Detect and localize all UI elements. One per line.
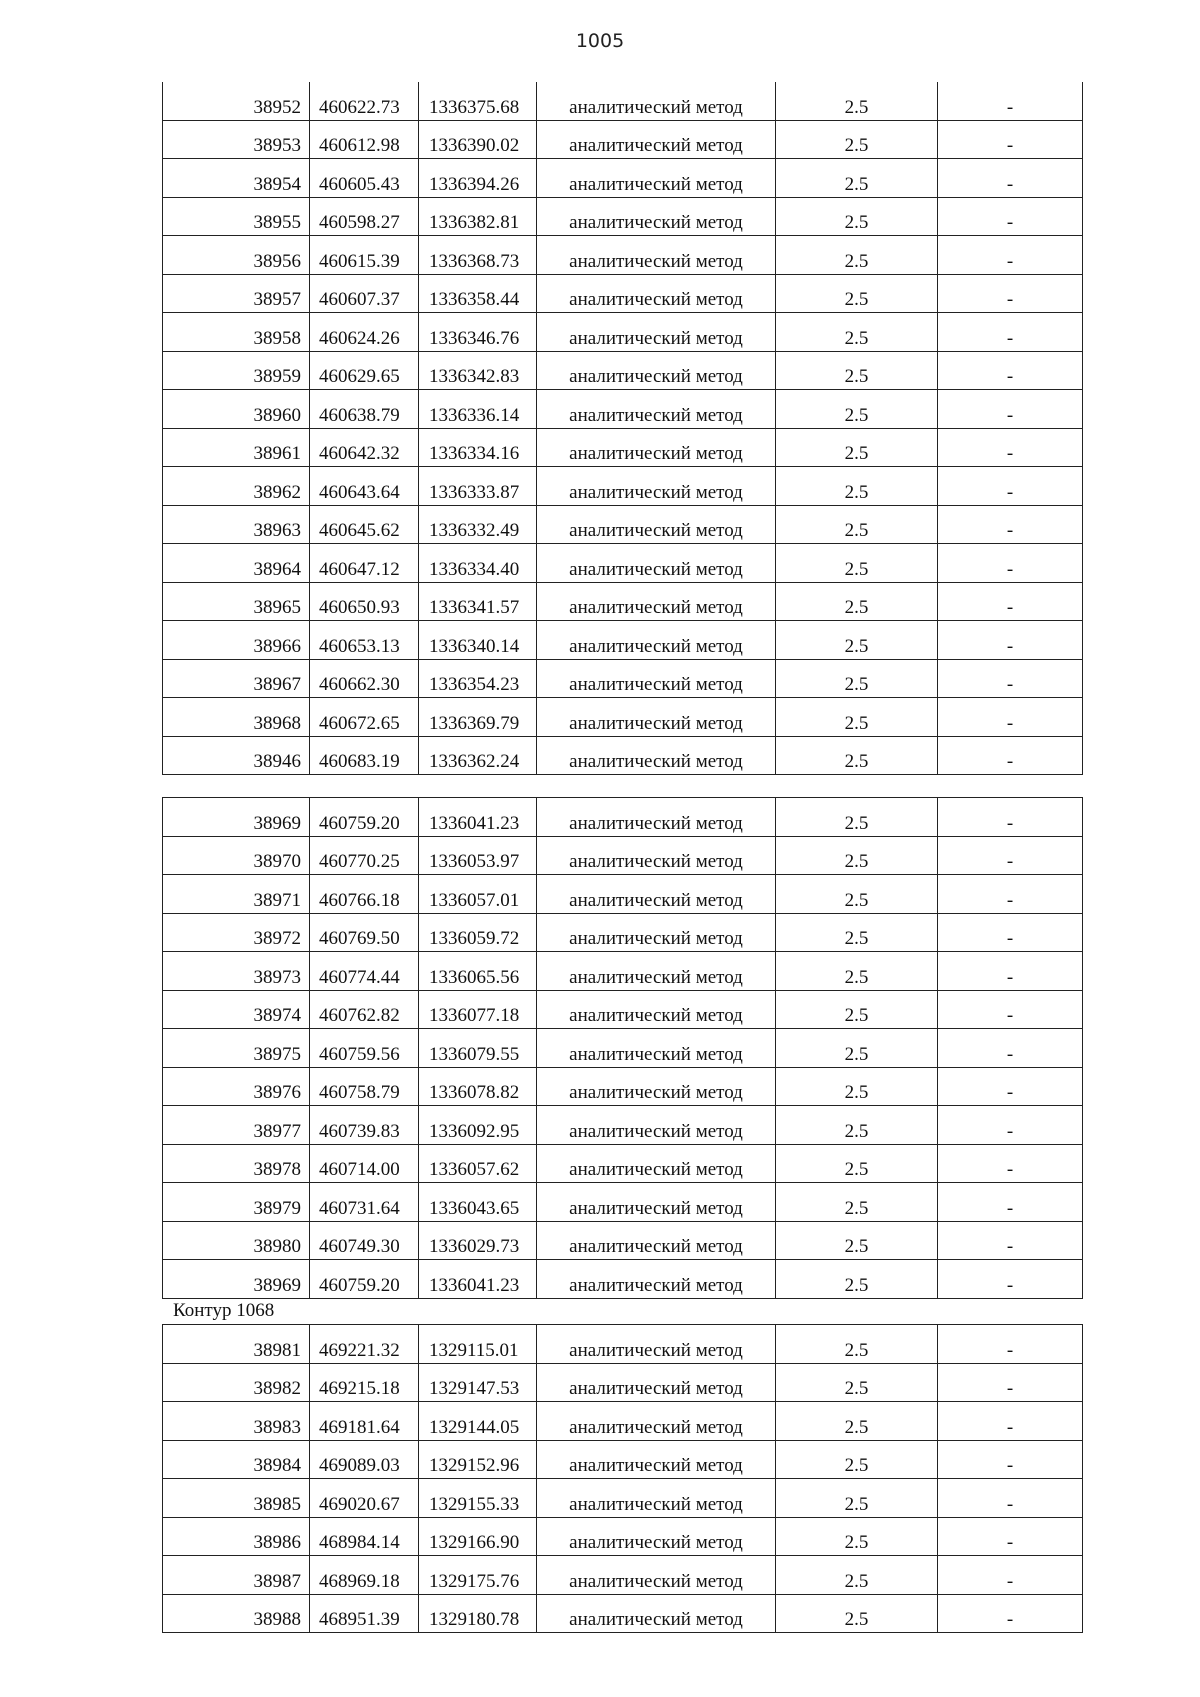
y-coordinate-cell: 1336346.76 <box>419 313 537 352</box>
method-cell: аналитический метод <box>537 1440 776 1479</box>
y-coordinate-cell: 1336041.23 <box>419 798 537 837</box>
table-row <box>163 952 1083 991</box>
table-row <box>163 1479 1083 1518</box>
method-cell: аналитический метод <box>537 1325 776 1364</box>
y-coordinate-cell: 1336059.72 <box>419 913 537 952</box>
method-cell: аналитический метод <box>537 1067 776 1106</box>
accuracy-cell: 2.5 <box>776 659 938 698</box>
x-coordinate-cell: 460607.37 <box>310 274 419 313</box>
x-coordinate-cell: 460642.32 <box>310 428 419 467</box>
point-number-cell: 38981 <box>163 1325 310 1364</box>
x-coordinate-cell: 460643.64 <box>310 467 419 506</box>
method-cell: аналитический метод <box>537 82 776 120</box>
table-row <box>163 505 1083 544</box>
point-number-cell: 38956 <box>163 236 310 275</box>
note-cell: - <box>938 990 1083 1029</box>
point-number-cell: 38967 <box>163 659 310 698</box>
point-number-cell: 38957 <box>163 274 310 313</box>
point-number-cell: 38963 <box>163 505 310 544</box>
point-number-cell: 38986 <box>163 1517 310 1556</box>
accuracy-cell: 2.5 <box>776 1221 938 1260</box>
accuracy-cell: 2.5 <box>776 582 938 621</box>
accuracy-cell: 2.5 <box>776 952 938 991</box>
table-row <box>163 875 1083 914</box>
point-number-cell: 38974 <box>163 990 310 1029</box>
x-coordinate-cell: 460731.64 <box>310 1183 419 1222</box>
point-number-cell: 38965 <box>163 582 310 621</box>
x-coordinate-cell: 460769.50 <box>310 913 419 952</box>
point-number-cell: 38978 <box>163 1144 310 1183</box>
x-coordinate-cell: 468984.14 <box>310 1517 419 1556</box>
table-row <box>163 1221 1083 1260</box>
y-coordinate-cell: 1336029.73 <box>419 1221 537 1260</box>
note-cell: - <box>938 582 1083 621</box>
note-cell: - <box>938 1594 1083 1633</box>
x-coordinate-cell: 460647.12 <box>310 544 419 583</box>
point-number-cell: 38973 <box>163 952 310 991</box>
table-row <box>163 990 1083 1029</box>
accuracy-cell: 2.5 <box>776 1183 938 1222</box>
point-number-cell: 38977 <box>163 1106 310 1145</box>
method-cell: аналитический метод <box>537 1260 776 1299</box>
x-coordinate-cell: 460662.30 <box>310 659 419 698</box>
y-coordinate-cell: 1336341.57 <box>419 582 537 621</box>
table-row <box>163 1106 1083 1145</box>
y-coordinate-cell: 1329115.01 <box>419 1325 537 1364</box>
y-coordinate-cell: 1336358.44 <box>419 274 537 313</box>
table-row <box>163 82 1083 120</box>
table-row <box>163 1517 1083 1556</box>
x-coordinate-cell: 460759.56 <box>310 1029 419 1068</box>
coordinates-table-2 <box>162 797 1083 1299</box>
note-cell: - <box>938 1325 1083 1364</box>
y-coordinate-cell: 1329155.33 <box>419 1479 537 1518</box>
table-row <box>163 274 1083 313</box>
note-cell: - <box>938 1029 1083 1068</box>
note-cell: - <box>938 120 1083 159</box>
note-cell: - <box>938 467 1083 506</box>
accuracy-cell: 2.5 <box>776 428 938 467</box>
method-cell: аналитический метод <box>537 390 776 429</box>
y-coordinate-cell: 1329147.53 <box>419 1363 537 1402</box>
accuracy-cell: 2.5 <box>776 236 938 275</box>
point-number-cell: 38961 <box>163 428 310 467</box>
x-coordinate-cell: 468951.39 <box>310 1594 419 1633</box>
y-coordinate-cell: 1329180.78 <box>419 1594 537 1633</box>
note-cell: - <box>938 544 1083 583</box>
y-coordinate-cell: 1329175.76 <box>419 1556 537 1595</box>
method-cell: аналитический метод <box>537 351 776 390</box>
accuracy-cell: 2.5 <box>776 274 938 313</box>
note-cell: - <box>938 1517 1083 1556</box>
table-row <box>163 836 1083 875</box>
accuracy-cell: 2.5 <box>776 505 938 544</box>
table-row <box>163 1556 1083 1595</box>
accuracy-cell: 2.5 <box>776 467 938 506</box>
accuracy-cell: 2.5 <box>776 1402 938 1441</box>
accuracy-cell: 2.5 <box>776 875 938 914</box>
method-cell: аналитический метод <box>537 1221 776 1260</box>
x-coordinate-cell: 468969.18 <box>310 1556 419 1595</box>
y-coordinate-cell: 1336333.87 <box>419 467 537 506</box>
y-coordinate-cell: 1336332.49 <box>419 505 537 544</box>
table-row <box>163 1402 1083 1441</box>
accuracy-cell: 2.5 <box>776 1479 938 1518</box>
point-number-cell: 38972 <box>163 913 310 952</box>
y-coordinate-cell: 1336354.23 <box>419 659 537 698</box>
accuracy-cell: 2.5 <box>776 1556 938 1595</box>
accuracy-cell: 2.5 <box>776 1067 938 1106</box>
point-number-cell: 38982 <box>163 1363 310 1402</box>
accuracy-cell: 2.5 <box>776 197 938 236</box>
table-row <box>163 351 1083 390</box>
y-coordinate-cell: 1336078.82 <box>419 1067 537 1106</box>
note-cell: - <box>938 1221 1083 1260</box>
accuracy-cell: 2.5 <box>776 1260 938 1299</box>
y-coordinate-cell: 1336342.83 <box>419 351 537 390</box>
accuracy-cell: 2.5 <box>776 621 938 660</box>
note-cell: - <box>938 736 1083 775</box>
point-number-cell: 38969 <box>163 1260 310 1299</box>
point-number-cell: 38959 <box>163 351 310 390</box>
point-number-cell: 38953 <box>163 120 310 159</box>
method-cell: аналитический метод <box>537 428 776 467</box>
table-row <box>163 467 1083 506</box>
method-cell: аналитический метод <box>537 836 776 875</box>
note-cell: - <box>938 913 1083 952</box>
point-number-cell: 38987 <box>163 1556 310 1595</box>
x-coordinate-cell: 460624.26 <box>310 313 419 352</box>
method-cell: аналитический метод <box>537 875 776 914</box>
table-row <box>163 698 1083 737</box>
method-cell: аналитический метод <box>537 467 776 506</box>
y-coordinate-cell: 1336382.81 <box>419 197 537 236</box>
note-cell: - <box>938 1363 1083 1402</box>
accuracy-cell: 2.5 <box>776 1144 938 1183</box>
method-cell: аналитический метод <box>537 1029 776 1068</box>
method-cell: аналитический метод <box>537 659 776 698</box>
y-coordinate-cell: 1329144.05 <box>419 1402 537 1441</box>
accuracy-cell: 2.5 <box>776 836 938 875</box>
note-cell: - <box>938 505 1083 544</box>
table-row <box>163 428 1083 467</box>
point-number-cell: 38988 <box>163 1594 310 1633</box>
y-coordinate-cell: 1336043.65 <box>419 1183 537 1222</box>
contour-label: Контур 1068 <box>173 1300 275 1321</box>
point-number-cell: 38979 <box>163 1183 310 1222</box>
note-cell: - <box>938 1106 1083 1145</box>
method-cell: аналитический метод <box>537 1183 776 1222</box>
accuracy-cell: 2.5 <box>776 913 938 952</box>
note-cell: - <box>938 159 1083 198</box>
note-cell: - <box>938 875 1083 914</box>
note-cell: - <box>938 698 1083 737</box>
accuracy-cell: 2.5 <box>776 990 938 1029</box>
y-coordinate-cell: 1336057.01 <box>419 875 537 914</box>
x-coordinate-cell: 469181.64 <box>310 1402 419 1441</box>
y-coordinate-cell: 1336369.79 <box>419 698 537 737</box>
point-number-cell: 38969 <box>163 798 310 837</box>
x-coordinate-cell: 460629.65 <box>310 351 419 390</box>
table-row <box>163 798 1083 837</box>
method-cell: аналитический метод <box>537 1363 776 1402</box>
y-coordinate-cell: 1336390.02 <box>419 120 537 159</box>
method-cell: аналитический метод <box>537 274 776 313</box>
y-coordinate-cell: 1336334.40 <box>419 544 537 583</box>
table-row <box>163 1325 1083 1364</box>
y-coordinate-cell: 1336065.56 <box>419 952 537 991</box>
note-cell: - <box>938 1556 1083 1595</box>
note-cell: - <box>938 351 1083 390</box>
x-coordinate-cell: 469221.32 <box>310 1325 419 1364</box>
accuracy-cell: 2.5 <box>776 1325 938 1364</box>
note-cell: - <box>938 1440 1083 1479</box>
x-coordinate-cell: 460645.62 <box>310 505 419 544</box>
x-coordinate-cell: 469020.67 <box>310 1479 419 1518</box>
accuracy-cell: 2.5 <box>776 159 938 198</box>
method-cell: аналитический метод <box>537 582 776 621</box>
method-cell: аналитический метод <box>537 505 776 544</box>
note-cell: - <box>938 1183 1083 1222</box>
x-coordinate-cell: 460650.93 <box>310 582 419 621</box>
x-coordinate-cell: 460759.20 <box>310 798 419 837</box>
accuracy-cell: 2.5 <box>776 390 938 429</box>
y-coordinate-cell: 1336079.55 <box>419 1029 537 1068</box>
note-cell: - <box>938 1067 1083 1106</box>
accuracy-cell: 2.5 <box>776 120 938 159</box>
x-coordinate-cell: 460653.13 <box>310 621 419 660</box>
accuracy-cell: 2.5 <box>776 798 938 837</box>
method-cell: аналитический метод <box>537 1479 776 1518</box>
coordinates-table-1 <box>162 82 1083 775</box>
page-number: 1005 <box>575 30 625 52</box>
note-cell: - <box>938 798 1083 837</box>
x-coordinate-cell: 460749.30 <box>310 1221 419 1260</box>
x-coordinate-cell: 460598.27 <box>310 197 419 236</box>
table-row <box>163 1183 1083 1222</box>
table-row <box>163 1440 1083 1479</box>
table-row <box>163 582 1083 621</box>
y-coordinate-cell: 1329166.90 <box>419 1517 537 1556</box>
x-coordinate-cell: 460766.18 <box>310 875 419 914</box>
x-coordinate-cell: 460683.19 <box>310 736 419 775</box>
coordinates-table-3 <box>162 1324 1083 1633</box>
method-cell: аналитический метод <box>537 120 776 159</box>
x-coordinate-cell: 469215.18 <box>310 1363 419 1402</box>
point-number-cell: 38971 <box>163 875 310 914</box>
note-cell: - <box>938 274 1083 313</box>
table-row <box>163 390 1083 429</box>
y-coordinate-cell: 1336368.73 <box>419 236 537 275</box>
y-coordinate-cell: 1336077.18 <box>419 990 537 1029</box>
table-row <box>163 621 1083 660</box>
accuracy-cell: 2.5 <box>776 82 938 120</box>
point-number-cell: 38984 <box>163 1440 310 1479</box>
accuracy-cell: 2.5 <box>776 1029 938 1068</box>
point-number-cell: 38962 <box>163 467 310 506</box>
method-cell: аналитический метод <box>537 621 776 660</box>
note-cell: - <box>938 428 1083 467</box>
method-cell: аналитический метод <box>537 913 776 952</box>
method-cell: аналитический метод <box>537 990 776 1029</box>
method-cell: аналитический метод <box>537 736 776 775</box>
y-coordinate-cell: 1336340.14 <box>419 621 537 660</box>
x-coordinate-cell: 460770.25 <box>310 836 419 875</box>
note-cell: - <box>938 390 1083 429</box>
note-cell: - <box>938 659 1083 698</box>
method-cell: аналитический метод <box>537 544 776 583</box>
y-coordinate-cell: 1336334.16 <box>419 428 537 467</box>
note-cell: - <box>938 836 1083 875</box>
note-cell: - <box>938 236 1083 275</box>
table-row <box>163 659 1083 698</box>
method-cell: аналитический метод <box>537 1556 776 1595</box>
note-cell: - <box>938 1144 1083 1183</box>
x-coordinate-cell: 460759.20 <box>310 1260 419 1299</box>
point-number-cell: 38954 <box>163 159 310 198</box>
method-cell: аналитический метод <box>537 313 776 352</box>
table-row <box>163 1594 1083 1633</box>
note-cell: - <box>938 313 1083 352</box>
y-coordinate-cell: 1336092.95 <box>419 1106 537 1145</box>
table-row <box>163 313 1083 352</box>
x-coordinate-cell: 460762.82 <box>310 990 419 1029</box>
x-coordinate-cell: 460612.98 <box>310 120 419 159</box>
table-row <box>163 913 1083 952</box>
point-number-cell: 38960 <box>163 390 310 429</box>
table-row <box>163 1363 1083 1402</box>
table-row <box>163 736 1083 775</box>
point-number-cell: 38980 <box>163 1221 310 1260</box>
x-coordinate-cell: 460672.65 <box>310 698 419 737</box>
point-number-cell: 38968 <box>163 698 310 737</box>
y-coordinate-cell: 1336362.24 <box>419 736 537 775</box>
accuracy-cell: 2.5 <box>776 698 938 737</box>
x-coordinate-cell: 460714.00 <box>310 1144 419 1183</box>
accuracy-cell: 2.5 <box>776 1440 938 1479</box>
method-cell: аналитический метод <box>537 1144 776 1183</box>
x-coordinate-cell: 460622.73 <box>310 82 419 120</box>
note-cell: - <box>938 197 1083 236</box>
y-coordinate-cell: 1336394.26 <box>419 159 537 198</box>
point-number-cell: 38964 <box>163 544 310 583</box>
table-row <box>163 1260 1083 1299</box>
x-coordinate-cell: 460638.79 <box>310 390 419 429</box>
x-coordinate-cell: 460739.83 <box>310 1106 419 1145</box>
method-cell: аналитический метод <box>537 1594 776 1633</box>
point-number-cell: 38970 <box>163 836 310 875</box>
y-coordinate-cell: 1336041.23 <box>419 1260 537 1299</box>
y-coordinate-cell: 1336057.62 <box>419 1144 537 1183</box>
accuracy-cell: 2.5 <box>776 1517 938 1556</box>
table-row <box>163 1067 1083 1106</box>
point-number-cell: 38966 <box>163 621 310 660</box>
accuracy-cell: 2.5 <box>776 736 938 775</box>
table-row <box>163 236 1083 275</box>
table-row <box>163 159 1083 198</box>
method-cell: аналитический метод <box>537 159 776 198</box>
point-number-cell: 38983 <box>163 1402 310 1441</box>
accuracy-cell: 2.5 <box>776 351 938 390</box>
y-coordinate-cell: 1336336.14 <box>419 390 537 429</box>
method-cell: аналитический метод <box>537 236 776 275</box>
method-cell: аналитический метод <box>537 1517 776 1556</box>
accuracy-cell: 2.5 <box>776 313 938 352</box>
y-coordinate-cell: 1329152.96 <box>419 1440 537 1479</box>
table-row <box>163 1144 1083 1183</box>
x-coordinate-cell: 460605.43 <box>310 159 419 198</box>
table-row <box>163 544 1083 583</box>
point-number-cell: 38976 <box>163 1067 310 1106</box>
point-number-cell: 38952 <box>163 82 310 120</box>
point-number-cell: 38985 <box>163 1479 310 1518</box>
x-coordinate-cell: 460758.79 <box>310 1067 419 1106</box>
x-coordinate-cell: 469089.03 <box>310 1440 419 1479</box>
table-row <box>163 120 1083 159</box>
table-row <box>163 1029 1083 1068</box>
note-cell: - <box>938 82 1083 120</box>
accuracy-cell: 2.5 <box>776 544 938 583</box>
accuracy-cell: 2.5 <box>776 1594 938 1633</box>
y-coordinate-cell: 1336053.97 <box>419 836 537 875</box>
point-number-cell: 38975 <box>163 1029 310 1068</box>
accuracy-cell: 2.5 <box>776 1106 938 1145</box>
x-coordinate-cell: 460615.39 <box>310 236 419 275</box>
method-cell: аналитический метод <box>537 197 776 236</box>
note-cell: - <box>938 1260 1083 1299</box>
point-number-cell: 38946 <box>163 736 310 775</box>
note-cell: - <box>938 621 1083 660</box>
method-cell: аналитический метод <box>537 698 776 737</box>
point-number-cell: 38958 <box>163 313 310 352</box>
x-coordinate-cell: 460774.44 <box>310 952 419 991</box>
y-coordinate-cell: 1336375.68 <box>419 82 537 120</box>
table-row <box>163 197 1083 236</box>
method-cell: аналитический метод <box>537 1402 776 1441</box>
note-cell: - <box>938 952 1083 991</box>
point-number-cell: 38955 <box>163 197 310 236</box>
accuracy-cell: 2.5 <box>776 1363 938 1402</box>
method-cell: аналитический метод <box>537 1106 776 1145</box>
method-cell: аналитический метод <box>537 798 776 837</box>
method-cell: аналитический метод <box>537 952 776 991</box>
note-cell: - <box>938 1479 1083 1518</box>
note-cell: - <box>938 1402 1083 1441</box>
